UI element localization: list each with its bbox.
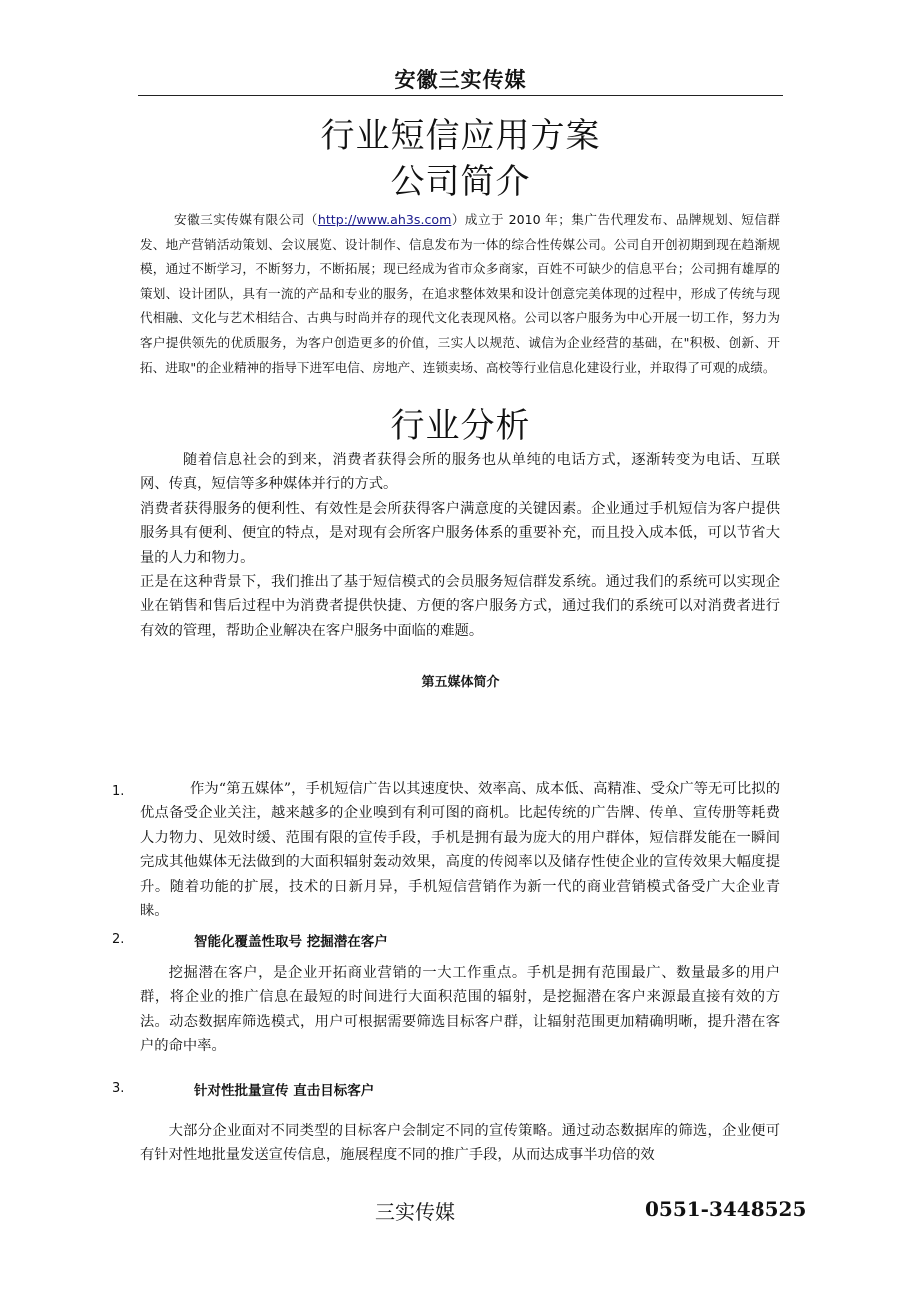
footer-company-name: 三实传媒 [375, 1200, 455, 1224]
industry-analysis-text [140, 448, 780, 643]
industry-paragraph-2: 消费者获得服务的便利性、有效性是会所获得客户满意度的关键因素。企业通过手机短信为客户提供服务具有便利、便宜的特点，是对现有会所客户服务体系的重要补充，而且投入成本低，可以节省大量的人力和物力。 [140, 500, 780, 566]
company-intro-lead: 安徽三实传媒有限公司（ [174, 212, 318, 227]
industry-paragraph-3: 正是在这种背景下，我们推出了基于短信模式的会员服务短信群发系统。通过我们的系统可以实现企业在销售和售后过程中为消费者提供快捷、方便的客户服务方式，通过我们的系统可以对消费者进行有效的管理，帮助企业解决在客户服务中面临的难题。 [140, 574, 780, 639]
section-heading-fifth-media: 第五媒体简介 [421, 675, 500, 690]
company-intro-paragraph [140, 208, 780, 380]
header-company-name: 安徽三实传媒 [394, 68, 527, 92]
list-item-number: 1. [112, 784, 125, 799]
section-heading-industry: 行业分析 [390, 406, 531, 446]
fifth-media-paragraph-3: 大部分企业面对不同类型的目标客户会制定不同的宣传策略。通过动态数据库的筛选，企业便可有针对性地批量发送宣传信息，施展程度不同的推广手段，从而达成事半功倍的效 [140, 1123, 780, 1164]
fifth-media-paragraph-1: 作为“第五媒体”，手机短信广告以其速度快、效率高、成本低、高精准、受众广等无可比拟的优点备受企业关注，越来越多的企业嗅到有利可图的商机。比起传统的广告牌、传单、宣传册等耗费人力物力、见效时缓、范围有限的宣传手段，手机是拥有最为庞大的用户群体，短信群发能在一瞬间完成其他媒体无法做到的大面积辐射轰动效果，高度的传阅率以及储存性使企业的宣传效果大幅度提升。随着功能的扩展，技术的日新月异，手机短信营销作为新一代的商业营销模式备受广大企业青睐。 [140, 781, 780, 920]
fifth-media-paragraph-2: 挖掘潜在客户，是企业开拓商业营销的一大工作重点。手机是拥有范围最广、数量最多的用户群，将企业的推广信息在最短的时间进行大面积范围的辐射，是挖掘潜在客户来源最直接有效的方法。动态数据库筛选模式，用户可根据需要筛选目标客户群，让辐射范围更加精确明晰，提升潜在客户的命中率。 [140, 965, 780, 1055]
section-heading-company: 公司简介 [390, 162, 531, 202]
header-divider [138, 95, 783, 96]
company-intro [140, 208, 780, 380]
list-item-number: 2. [112, 932, 125, 947]
company-website-link[interactable]: http://www.ah3s.com [317, 212, 452, 227]
footer-phone-number: 0551-3448525 [645, 1197, 807, 1221]
list-item-heading: 智能化覆盖性取号 挖掘潜在客户 [194, 934, 388, 950]
list-item-text [140, 961, 780, 1059]
industry-paragraph-1: 随着信息社会的到来，消费者获得会所的服务也从单纯的电话方式，逐渐转变为电话、互联网、传真，短信等多种媒体并行的方式。 [140, 452, 780, 493]
page-title: 行业短信应用方案 [320, 116, 601, 156]
list-item-text [140, 777, 780, 923]
list-item-text [140, 1119, 780, 1168]
company-intro-text: ）成立于 2010 年；集广告代理发布、品牌规划、短信群发、地产营销活动策划、会议展览、设计制作、信息发布为一体的综合性传媒公司。公司自开创初期到现在趋渐规模，通过不断学习，不断努力，不断拓展；现已经成为省市众多商家，百姓不可缺少的信息平台；公司拥有雄厚的策划、设计团队，具有一流的产品和专业的服务，在追求整体效果和设计创意完美体现的过程中，形成了传统与现代相融、文化与艺术相结合、古典与时尚并存的现代文化表现风格。公司以客户服务为中心开展一切工作，努力为客户提供领先的优质服务，为客户创造更多的价值，三实人以规范、诚信为企业经营的基础，在"积极、创新、开拓、进取"的企业精神的指导下进军电信、房地产、连锁卖场、高校等行业信息化建设行业，并取得了可观的成绩。 [140, 212, 781, 375]
list-item-number: 3. [112, 1081, 125, 1096]
list-item-heading: 针对性批量宣传 直击目标客户 [194, 1083, 375, 1099]
